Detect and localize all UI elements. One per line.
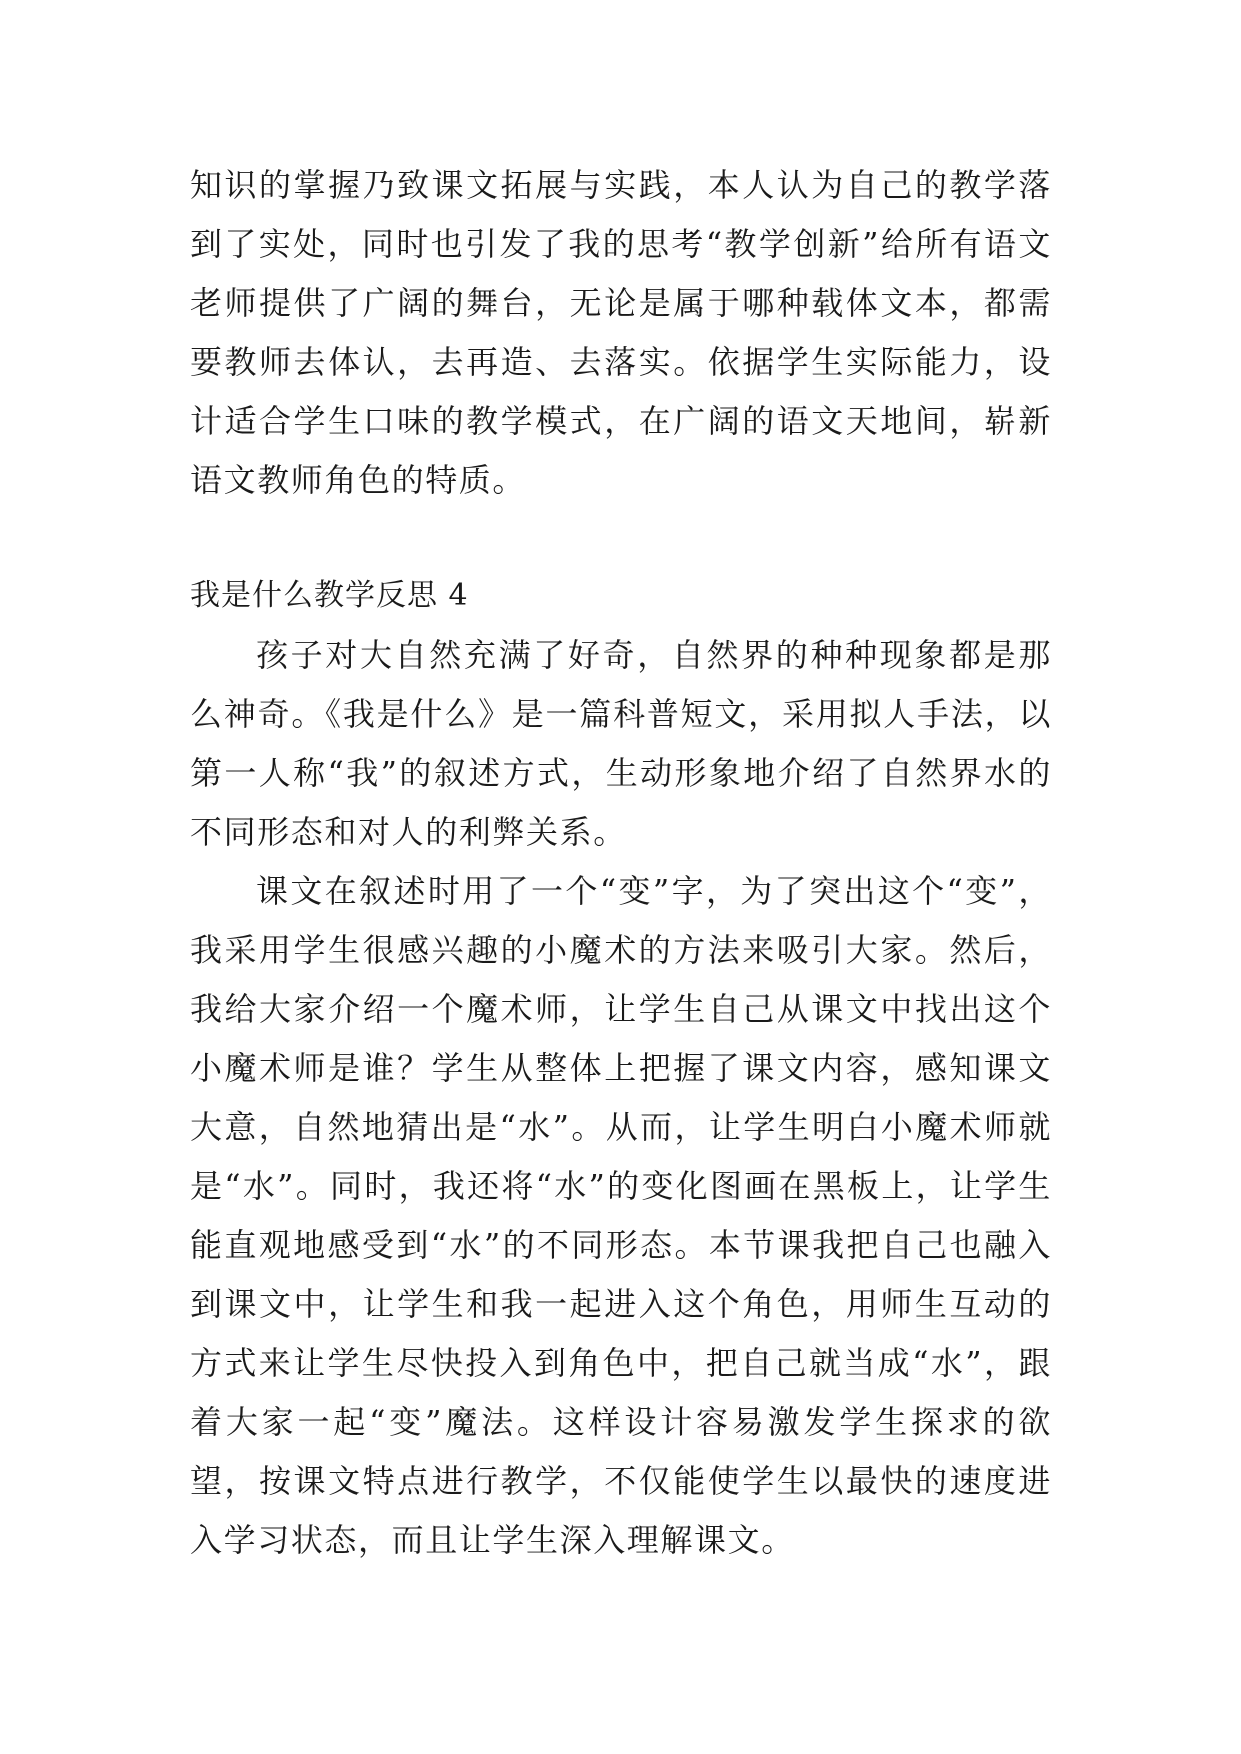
section-body: [190, 626, 1052, 1570]
section-title: 我是什么教学反思 4: [190, 578, 469, 613]
body-paragraph-1: 孩子对大自然充满了好奇，自然界的种种现象都是那么神奇。《我是什么》是一篇科普短文，采用拟人手法，以第一人称“我”的叙述方式，生动形象地介绍了自然界水的不同形态和对人的利弊关系。: [190, 636, 1052, 851]
continuation-text-block: [190, 156, 1052, 510]
continuation-paragraph: 知识的掌握乃致课文拓展与实践，本人认为自己的教学落到了实处，同时也引发了我的思考“教学创新”给所有语文老师提供了广阔的舞台，无论是属于哪种载体文本，都需要教师去体认，去再造、去落实。依据学生实际能力，设计适合学生口味的教学模式，在广阔的语文天地间，崭新语文教师角色的特质。: [190, 166, 1052, 499]
body-paragraph-2: 课文在叙述时用了一个“变”字，为了突出这个“变”，我采用学生很感兴趣的小魔术的方法来吸引大家。然后，我给大家介绍一个魔术师，让学生自己从课文中找出这个小魔术师是谁？学生从整体上把握了课文内容，感知课文大意，自然地猜出是“水”。从而，让学生明白小魔术师就是“水”。同时，我还将“水”的变化图画在黑板上，让学生能直观地感受到“水”的不同形态。本节课我把自己也融入到课文中，让学生和我一起进入这个角色，用师生互动的方式来让学生尽快投入到角色中，把自己就当成“水”，跟着大家一起“变”魔法。这样设计容易激发学生探求的欲望，按课文特点进行教学，不仅能使学生以最快的速度进入学习状态，而且让学生深入理解课文。: [190, 872, 1052, 1559]
